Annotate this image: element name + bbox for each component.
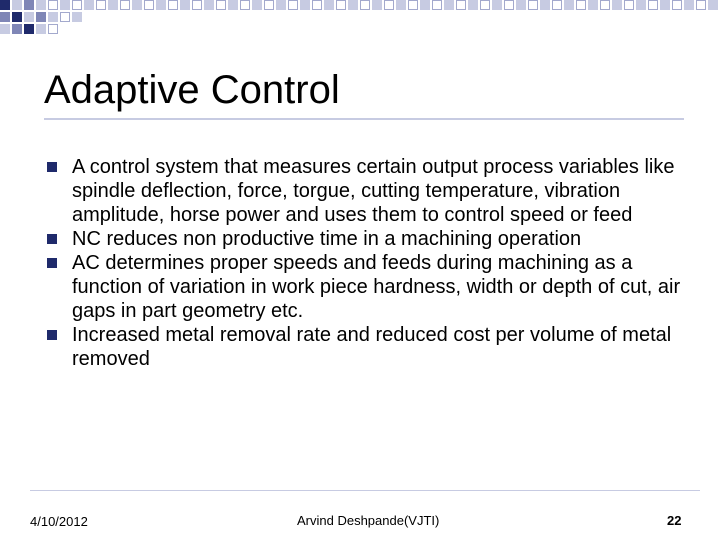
grid-square <box>0 24 10 34</box>
grid-square <box>96 0 106 10</box>
bullet-text: A control system that measures certain output process variables like spindle deflection, force, torgue, cutting temperature, vibration amplitude, horse power and uses them to control speed or feed <box>72 156 675 226</box>
page-number: 22 <box>667 513 682 528</box>
grid-square <box>624 0 634 10</box>
grid-square <box>72 12 82 22</box>
grid-square <box>132 0 142 10</box>
grid-square <box>552 0 562 10</box>
footer-date: 4/10/2012 <box>30 514 88 529</box>
grid-square <box>564 0 574 10</box>
bullet-text: AC determines proper speeds and feeds during machining as a function of variation in work piece hardness, width or depth of cut, air gaps in part geometry etc. <box>72 252 681 322</box>
grid-square <box>72 0 82 10</box>
grid-square <box>372 0 382 10</box>
grid-square <box>708 0 718 10</box>
grid-square <box>396 0 406 10</box>
bullet-text: NC reduces non productive time in a machining operation <box>72 228 582 250</box>
grid-square <box>324 0 334 10</box>
grid-square <box>36 12 46 22</box>
bullet-item <box>44 227 684 251</box>
decorative-square-grid <box>0 0 728 40</box>
grid-square <box>588 0 598 10</box>
grid-square <box>24 0 34 10</box>
grid-square <box>84 0 94 10</box>
grid-square <box>516 0 526 10</box>
grid-square <box>252 0 262 10</box>
grid-square <box>36 0 46 10</box>
grid-square <box>576 0 586 10</box>
grid-square <box>36 24 46 34</box>
bullet-list <box>44 155 684 371</box>
grid-square <box>696 0 706 10</box>
grid-square <box>312 0 322 10</box>
grid-square <box>216 0 226 10</box>
bullet-text: Increased metal removal rate and reduced cost per volume of metal removed <box>72 324 672 370</box>
grid-square <box>480 0 490 10</box>
footer-divider <box>30 490 700 491</box>
grid-square <box>60 12 70 22</box>
grid-square <box>456 0 466 10</box>
square-bullet-icon <box>47 330 57 340</box>
grid-square <box>504 0 514 10</box>
grid-square <box>0 12 10 22</box>
grid-square <box>240 0 250 10</box>
grid-square <box>636 0 646 10</box>
grid-square <box>144 0 154 10</box>
grid-square <box>156 0 166 10</box>
grid-square <box>432 0 442 10</box>
grid-square <box>228 0 238 10</box>
bullet-item <box>44 323 684 371</box>
grid-square <box>264 0 274 10</box>
grid-square <box>384 0 394 10</box>
grid-square <box>48 24 58 34</box>
grid-square <box>492 0 502 10</box>
footer-author: Arvind Deshpande(VJTI) <box>297 513 440 528</box>
grid-square <box>12 0 22 10</box>
grid-square <box>408 0 418 10</box>
grid-square <box>444 0 454 10</box>
grid-square <box>24 12 34 22</box>
grid-square <box>108 0 118 10</box>
bullet-item <box>44 155 684 227</box>
grid-square <box>48 12 58 22</box>
square-bullet-icon <box>47 234 57 244</box>
grid-square <box>120 0 130 10</box>
grid-square <box>168 0 178 10</box>
grid-square <box>180 0 190 10</box>
grid-square <box>648 0 658 10</box>
grid-square <box>468 0 478 10</box>
grid-square <box>276 0 286 10</box>
grid-square <box>348 0 358 10</box>
grid-square <box>540 0 550 10</box>
title-divider <box>44 118 684 120</box>
grid-square <box>600 0 610 10</box>
grid-square <box>12 12 22 22</box>
grid-square <box>528 0 538 10</box>
grid-square <box>612 0 622 10</box>
grid-square <box>420 0 430 10</box>
grid-square <box>48 0 58 10</box>
grid-square <box>336 0 346 10</box>
grid-square <box>60 0 70 10</box>
square-bullet-icon <box>47 162 57 172</box>
grid-square <box>672 0 682 10</box>
grid-square <box>192 0 202 10</box>
grid-square <box>300 0 310 10</box>
square-bullet-icon <box>47 258 57 268</box>
grid-square <box>684 0 694 10</box>
slide-title: Adaptive Control <box>44 68 340 112</box>
grid-square <box>24 24 34 34</box>
grid-square <box>0 0 10 10</box>
grid-square <box>204 0 214 10</box>
bullet-item <box>44 251 684 323</box>
grid-square <box>288 0 298 10</box>
grid-square <box>12 24 22 34</box>
grid-square <box>660 0 670 10</box>
grid-square <box>360 0 370 10</box>
